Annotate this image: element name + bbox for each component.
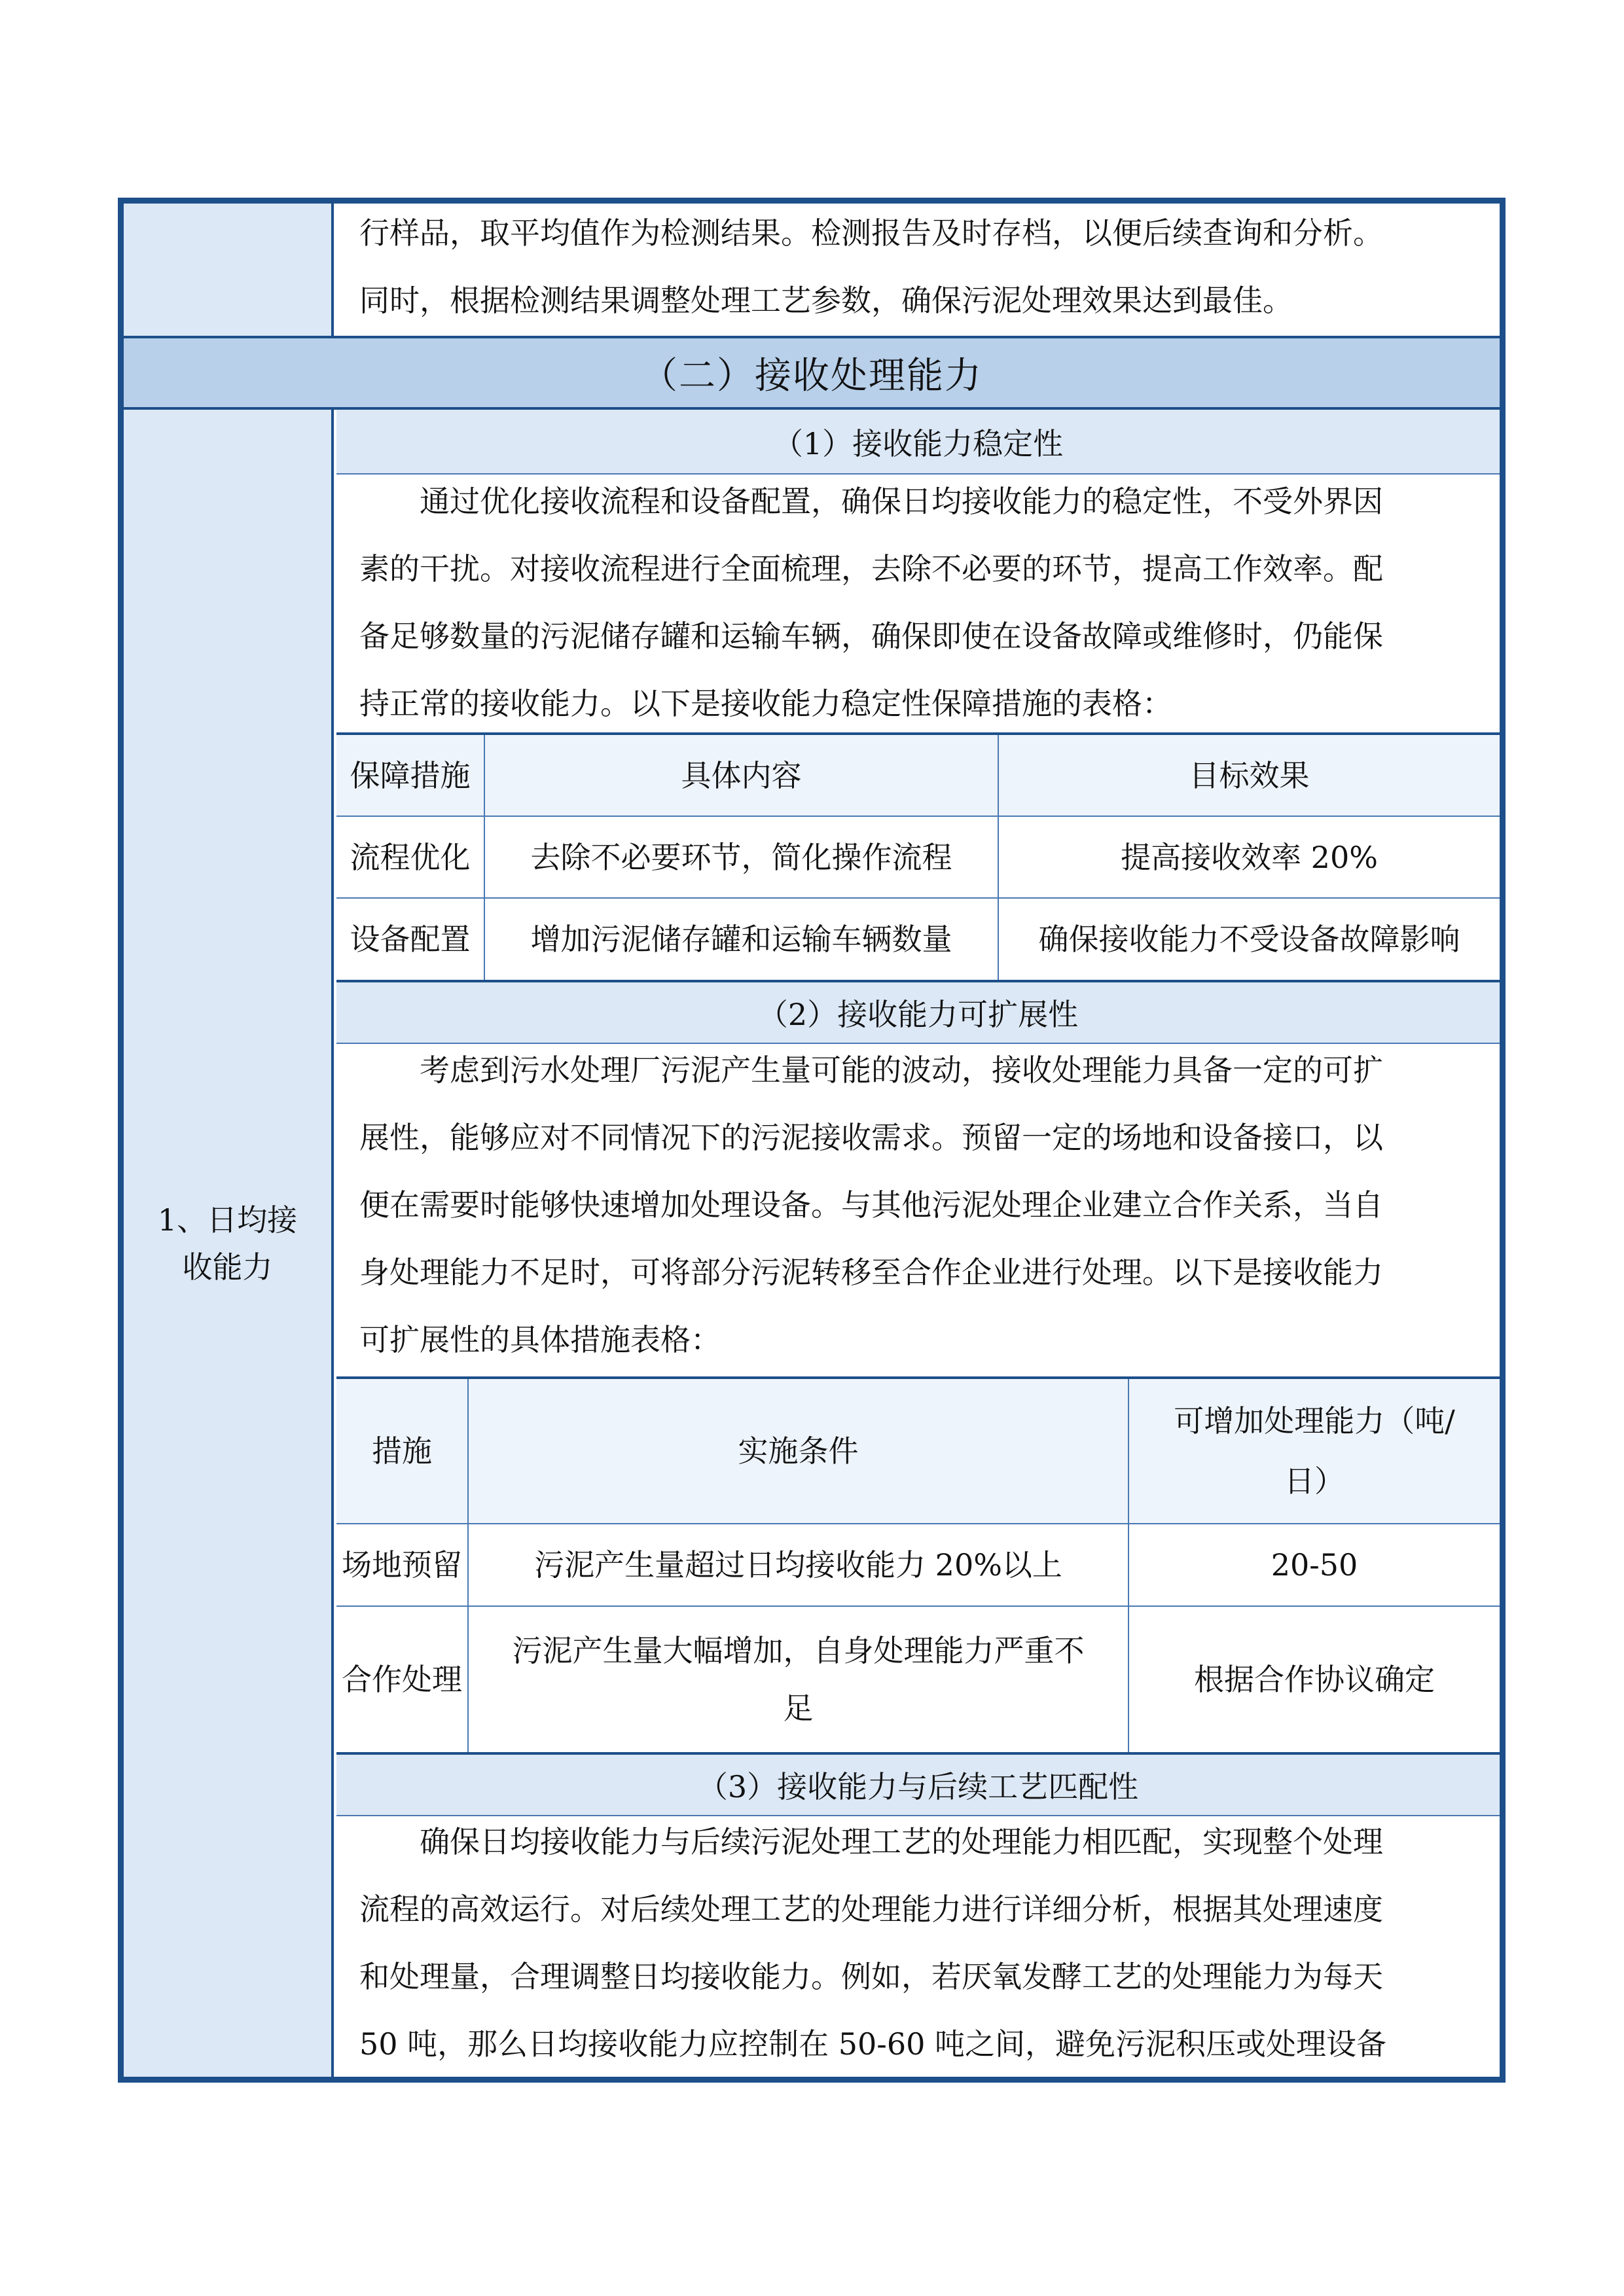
sub1-line-4: 持正常的接收能力。以下是接收能力稳定性保障措施的表格：	[359, 686, 1172, 721]
table1-header-content: 具体内容	[485, 735, 998, 816]
table1-row1-effect: 提高接收效率 20%	[1121, 839, 1378, 875]
sub1-line-1: 通过优化接收流程和设备配置，确保日均接收能力的稳定性，不受外界因	[420, 484, 1383, 519]
table2-row1-condition: 污泥产生量超过日均接收能力 20%以上	[534, 1547, 1062, 1583]
sub3-line-3: 和处理量，合理调整日均接收能力。例如，若厌氧发酵工艺的处理能力为每天	[359, 1959, 1383, 1994]
sub3-line-4: 50 吨，那么日均接收能力应控制在 50-60 吨之间，避免污泥积压或处理设备	[359, 2026, 1387, 2062]
left-column-label	[124, 410, 334, 2077]
left-label-line1: 1、日均接	[157, 1202, 298, 1238]
sub1-line-2: 素的干扰。对接收流程进行全面梳理，去除不必要的环节，提高工作效率。配	[359, 551, 1383, 586]
table1-header-effect: 目标效果	[999, 735, 1500, 816]
table2-row1-measure: 场地预留	[342, 1547, 462, 1583]
top-line-1: 行样品，取平均值作为检测结果。检测报告及时存档，以便后续查询和分析。	[359, 215, 1383, 251]
sub2-line-4: 身处理能力不足时，可将部分污泥转移至合作企业进行处理。以下是接收能力	[359, 1255, 1383, 1290]
document-frame	[118, 198, 1506, 2083]
table2-row2-capacity: 根据合作协议确定	[1194, 1662, 1435, 1697]
table2-row2-condition	[469, 1607, 1128, 1752]
sub2-line-1: 考虑到污水处理厂污泥产生量可能的波动，接收处理能力具备一定的可扩	[420, 1052, 1383, 1088]
table2-header-measure: 措施	[336, 1379, 467, 1523]
table1-row2-effect: 确保接收能力不受设备故障影响	[1038, 922, 1460, 957]
sub2-line-5: 可扩展性的具体措施表格：	[359, 1322, 721, 1357]
table2-row2-condition-line2: 足	[783, 1691, 814, 1726]
divider	[998, 735, 999, 980]
sub1-title: （1）接收能力稳定性	[336, 410, 1500, 473]
top-paragraph	[359, 200, 1498, 334]
table1-row1-content: 去除不必要环节，简化操作流程	[530, 839, 952, 875]
left-column-top	[124, 204, 334, 336]
table2-row2-condition-line1: 污泥产生量大幅增加，自身处理能力严重不	[512, 1633, 1085, 1668]
sub3-line-2: 流程的高效运行。对后续处理工艺的处理能力进行详细分析，根据其处理速度	[359, 1892, 1383, 1927]
sub1-line-3: 备足够数量的污泥储存罐和运输车辆，确保即使在设备故障或维修时，仍能保	[359, 619, 1383, 654]
sub1-paragraph	[359, 468, 1498, 738]
table2-header-capacity-line2: 日）	[1284, 1463, 1344, 1499]
table1-row1-measure: 流程优化	[350, 839, 471, 875]
sub3-paragraph	[359, 1808, 1498, 2078]
table2-header-capacity-line1: 可增加处理能力（吨/	[1174, 1403, 1455, 1439]
table2-header-capacity	[1129, 1379, 1500, 1523]
sub2-paragraph	[359, 1037, 1498, 1374]
table1-row2-measure: 设备配置	[350, 922, 471, 957]
divider	[484, 735, 485, 980]
top-line-2: 同时，根据检测结果调整处理工艺参数，确保污泥处理效果达到最佳。	[359, 283, 1293, 318]
divider	[1128, 1379, 1129, 1752]
sub3-line-1: 确保日均接收能力与后续污泥处理工艺的处理能力相匹配，实现整个处理	[420, 1824, 1383, 1859]
sub3-title: （3）接收能力与后续工艺匹配性	[336, 1755, 1500, 1815]
table2-row2-measure: 合作处理	[342, 1662, 462, 1697]
table2-header-condition: 实施条件	[469, 1379, 1128, 1523]
table2-row1-capacity: 20-50	[1271, 1547, 1358, 1583]
sub2-line-3: 便在需要时能够快速增加处理设备。与其他污泥处理企业建立合作关系，当自	[359, 1187, 1383, 1223]
divider	[467, 1379, 469, 1752]
sub2-title: （2）接收能力可扩展性	[336, 982, 1500, 1043]
table1-row2-content: 增加污泥储存罐和运输车辆数量	[530, 922, 952, 957]
sub2-line-2: 展性，能够应对不同情况下的污泥接收需求。预留一定的场地和设备接口，以	[359, 1120, 1383, 1155]
section-title: （二）接收处理能力	[124, 338, 1500, 407]
left-label-line2: 收能力	[182, 1249, 273, 1285]
table1-header-measure: 保障措施	[336, 735, 484, 816]
